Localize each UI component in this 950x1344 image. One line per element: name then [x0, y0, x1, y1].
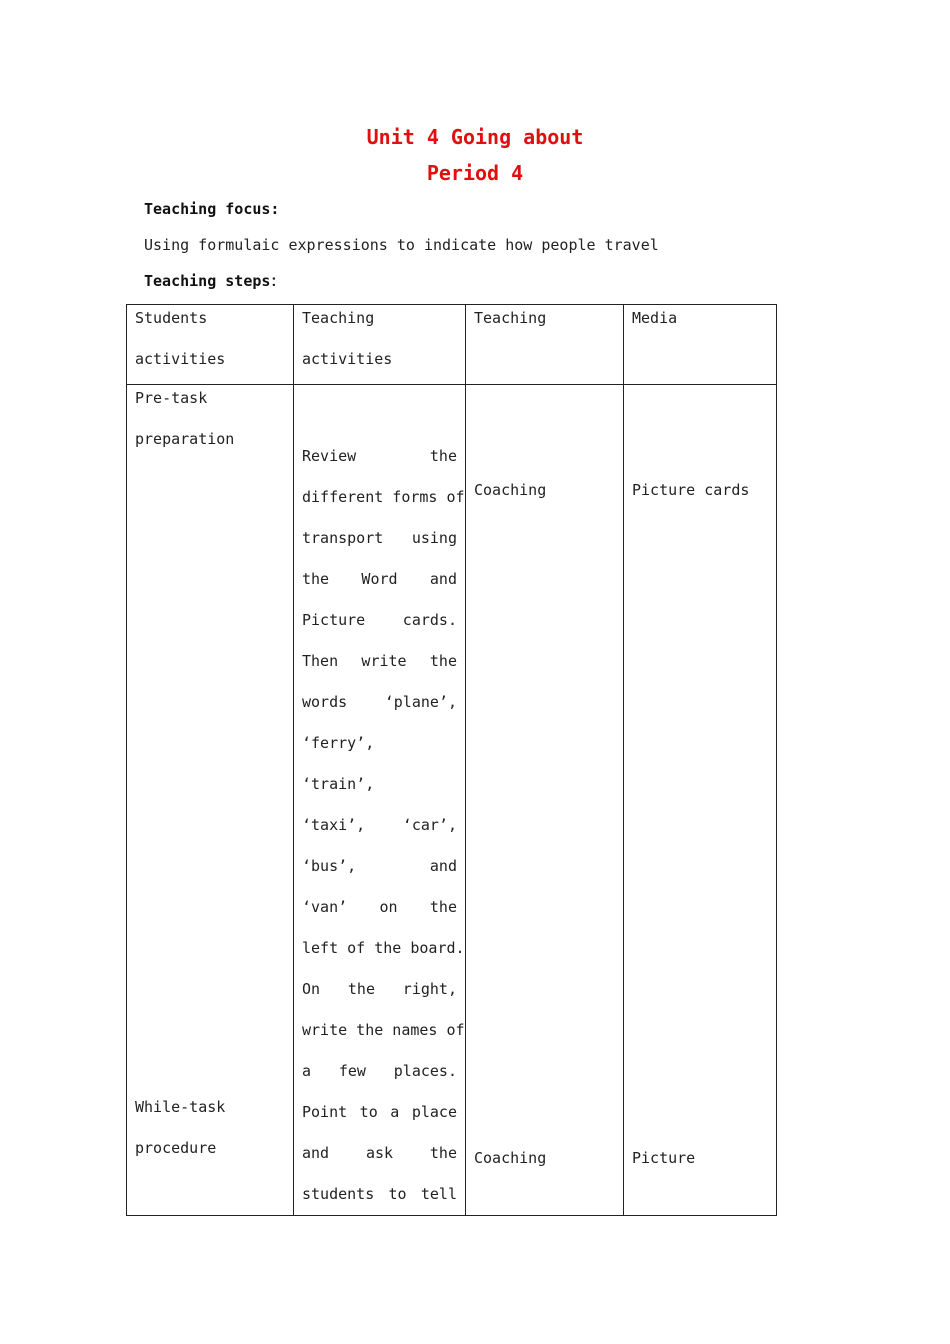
teaching-method-pre: Coaching — [474, 481, 547, 499]
stage-cell — [127, 385, 294, 1216]
header-line: Teaching — [474, 309, 547, 327]
media-pre: Picture cards — [632, 481, 750, 499]
teaching-method-while: Coaching — [474, 1149, 547, 1167]
header-media — [624, 305, 777, 385]
header-line: Media — [632, 309, 678, 327]
teaching-activity-line: ‘bus’, and — [302, 857, 457, 875]
teaching-activity-line: transport using — [302, 529, 457, 547]
teaching-activity-line: ‘ferry’, — [302, 734, 375, 752]
teaching-activity-line: the Word and — [302, 570, 457, 588]
teaching-activity-line: Point to a place — [302, 1103, 457, 1121]
teaching-activity-line: On the right, — [302, 980, 457, 998]
teaching-activity-line: Review the — [302, 447, 457, 465]
header-teaching — [466, 305, 624, 385]
teaching-activity-line: ‘taxi’, ‘car’, — [302, 816, 457, 834]
header-line: activities — [135, 350, 226, 368]
teaching-activity-line: write the names of — [302, 1021, 465, 1039]
table-header-row — [127, 305, 777, 385]
document-subtitle: Period 4 — [426, 161, 524, 185]
stage-while-task: While-task — [135, 1098, 226, 1116]
document-title: Unit 4 Going about — [366, 125, 584, 149]
header-line: Teaching — [302, 309, 375, 327]
media-cell — [624, 385, 777, 1216]
teaching-activity-line: a few places. — [302, 1062, 457, 1080]
teaching-activity-line: different forms of — [302, 488, 465, 506]
teaching-steps-label: Teaching steps： — [144, 272, 286, 290]
teaching-activity-line: Then write the — [302, 652, 457, 670]
teaching-focus-text: Using formulaic expressions to indicate how people travel — [144, 236, 659, 254]
teaching-activity-text — [294, 436, 465, 1215]
media-while: Picture — [632, 1149, 696, 1167]
stage-pre-task: Pre-task — [135, 389, 208, 407]
teaching-steps-table — [126, 304, 777, 1216]
teaching-activity-line: ‘train’, — [302, 775, 375, 793]
header-teaching-activities — [294, 305, 466, 385]
header-students-activities — [127, 305, 294, 385]
header-line: Students — [135, 309, 208, 327]
stage-pre-task-2: preparation — [135, 430, 235, 448]
teaching-activity-line: words ‘plane’, — [302, 693, 457, 711]
teaching-activity-line: and ask the — [302, 1144, 457, 1162]
teaching-activity-line: left of the board. — [302, 939, 465, 957]
teaching-focus-label: Teaching focus: — [144, 200, 280, 218]
teaching-method-cell — [466, 385, 624, 1216]
teaching-activities-cell — [294, 385, 466, 1216]
teaching-activity-line: students to tell — [302, 1185, 457, 1203]
teaching-activity-line: Picture cards. — [302, 611, 457, 629]
teaching-activity-line: ‘van’ on the — [302, 898, 457, 916]
header-line: activities — [302, 350, 393, 368]
table-row — [127, 385, 777, 1216]
stage-while-task-2: procedure — [135, 1139, 217, 1157]
